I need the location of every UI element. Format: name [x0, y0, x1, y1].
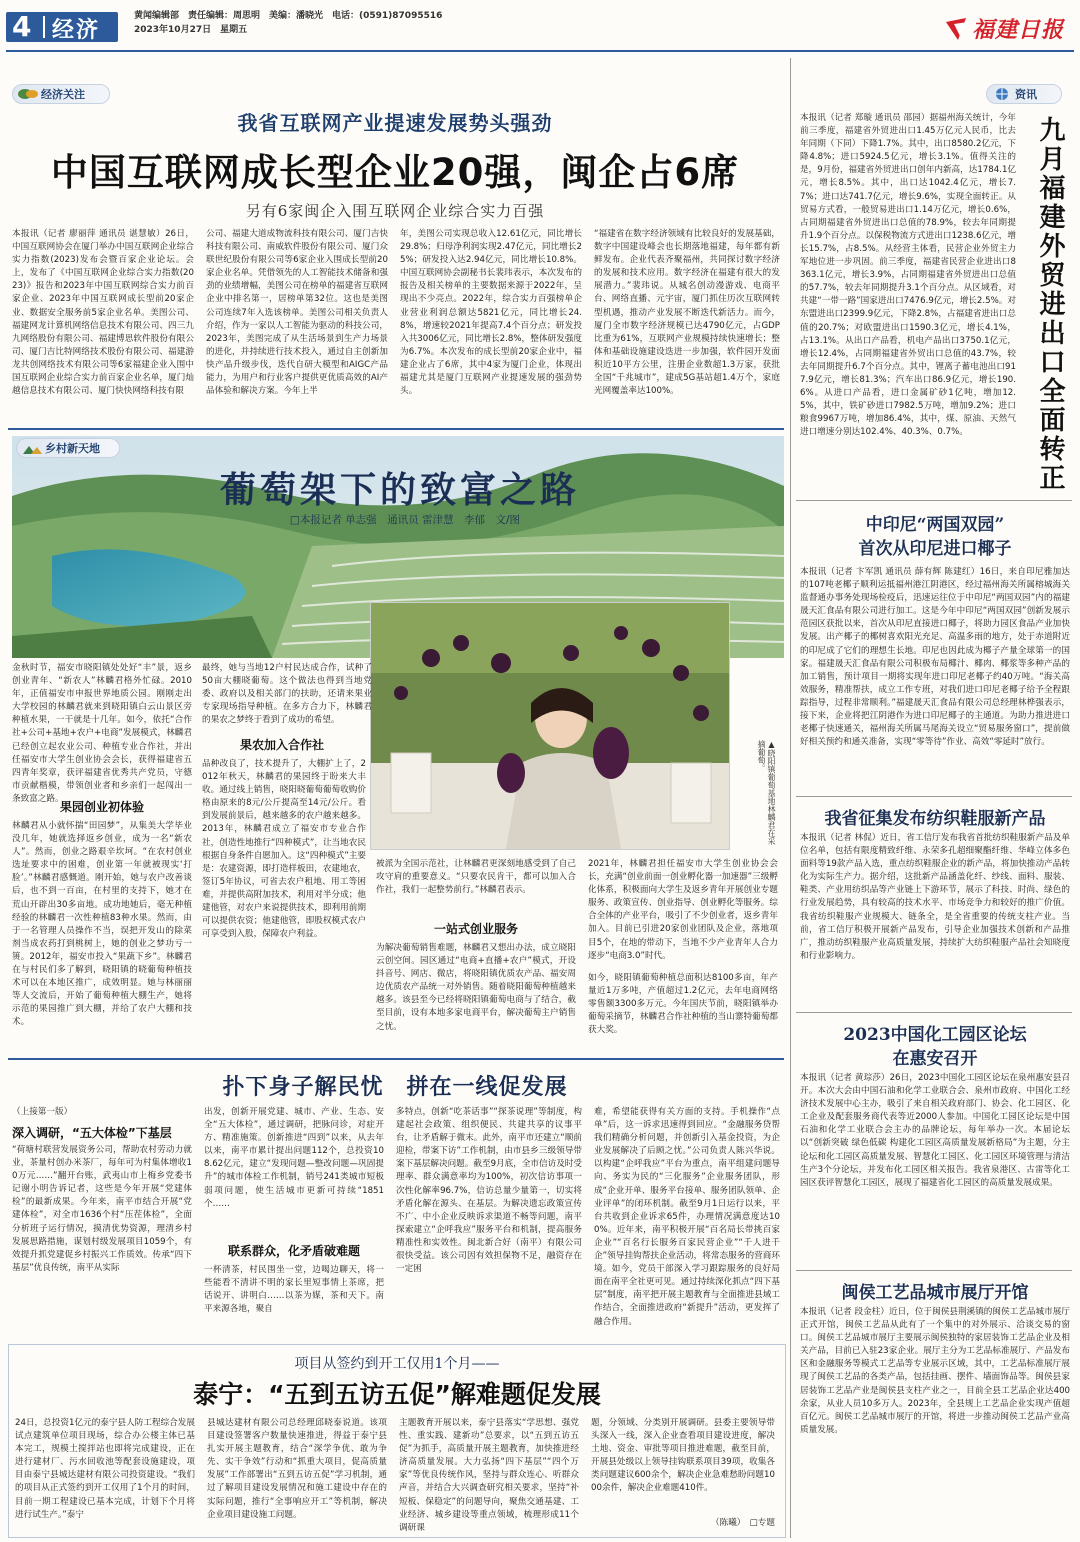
feature-col-3a: 被派为全国示范社，让林麟君更深刻地感受到了自己攻守肩的重要意义。“只要农民肯干，都可以加入合作社，我们一起整势前行。”林麟君表示。 — [376, 859, 576, 896]
promote-col-4: 难，希望能获得有关方面的支持。手机操作“点单”后，这一诉求迅速得到回应。“金融服务贷帮我们精确分析问题，并创新引入基金投资，为企业发展解决了后顾之忧。”公司负责人陈兴华说。以构建“企呼我应”平台为重点，南平组建问题导向、务实为民的“三化服务”企业服务团队，形成“企业开单、服务平台接单、服务团队领单、企业评单”的闭环机制。截至9月1日运行以来，平台共收到企业诉求65件，办理情况满意度达100%。近年来，南平积极开展“百名局长带挑百家企业”“百名行长服务百家民营企业”“千人进千企”领导挂钩帮扶企业活动，将常态服务的营商环境。如今，党员干部深入学习跟踪服务的良好局面在南平全社更可见。通过持续深化抓点“四下基层”制度，南平把开展主题教育与全面推进县域工作结合，全面推进政府“新提升”活动，更发挥了融合作用。 — [594, 1107, 780, 1327]
section-tag-label: 经济关注 — [41, 88, 85, 101]
taining-box — [8, 1344, 786, 1538]
craft-headline: 闽侯工艺品城市展厅开馆 — [841, 1283, 1029, 1303]
taining-kicker: 项目从签约到开工仅用1个月—— — [294, 1356, 500, 1372]
feature-col-1a: 金秋时节，福安市晓阳镇处处好“丰”景，返乡创业青年、“新农人”林麟君格外忙碌。2010年，正值福安市申报世界地质公园。刚刚走出大学校园的林麟君就来到晓阳镇白云山景区旁种植水果，一干就是十几年。如今，依托“合作社+公司+基地+农户+电商”发展模式，林麟君已经创立起农业公司、种植专业合作社，并出任福安市大学生创业协会会长，获得福建省五四青年奖章，获评福建省优秀共产党员，守德市贡献楷模，带领创业者和乡亲们一起闯出一条致富之路。 — [12, 663, 192, 804]
textile-text: 本报讯（记者 林侃）近日，省工信厅发布我省首批纺织鞋服新产品及单位名单，包括有限度精致纤维、永荣多孔超细聚酯纤维、华峰立体多色面料等19款产品入选，重点纺织鞋服企业的新产品，将加快推动产品转化为实际生产力。据介绍，这批新产品涵盖化纤、纱线、面料、服装、鞋类、产业用纺织品等产业链上下游环节，展示了科技、时尚、绿色的行业发展趋势，具有较高的技术水平、市场竞争力和较好的推广价值。我省纺织鞋服产业规模大、链条全，是全省重要的传统支柱产业。当前，省工信厅积极开展新产品发布，引导企业加强技术创新和产品推广，推动纺织鞋服产业高质量发展，持续扩大纺织鞋服产品社会知晓度和行业影响力。 — [800, 833, 1070, 961]
promote-col-2b: 一杯清茶，村民围坐一堂，边喝边聊天，将一些能看不清讲不明的家长里短事情上茶席，把话说开、讲明白……以茶为媒，茶和天下。南平来源各地，聚自 — [204, 1265, 384, 1315]
promote-continued: （上接第一版） — [12, 1107, 73, 1117]
feature-col-1b: 林麟君从小就怀揣“田园梦”，从集美大学毕业没几年，她就选择返乡创业，成为一名“新农人”。然而，创业之路艰辛坎坷。“在农村创业选址要求中的困难，创业第一年就被现实‘打脸’。”林麟君感慨道。刚开始，她与农户改善谈后，也不到一百亩，在村里的支持下，她才在荒山开辟出30多亩地。成功地她后，毫无种植经验的林麟君一次性种植83种水果。然而，由于一名管理人员操作不当，误把开发山的除菜剂当成农药打到桃树上，她的创业之梦功亏一篑。2012年，福安市投入“果蔬下乡”。林麟君在与村民们多了解到，晓阳镇的晓葡萄种植技术可以在本地区推广，成效明显。她与林丽丽等人交流后，开始了葡萄种植大棚生产，她将示范的果园推广到大棚，并给了农户大棚和技术。 — [12, 821, 192, 1028]
feature-byline: □本报记者 单志强 通讯员 雷津慧 李郁 文/图 — [289, 514, 521, 526]
page-number: 4 — [12, 10, 32, 43]
coconut-headline-2: 首次从印尼进口椰子 — [858, 539, 1012, 559]
newspaper-logo — [944, 14, 1070, 42]
photo-caption: ▲晓阳镇葡萄基地林麟君在采摘葡萄。 — [757, 740, 776, 845]
section-tag-economy — [12, 84, 110, 104]
lead-divider — [8, 428, 784, 430]
feature-col-2a: 最终，她与当地12户村民达成合作，试种了50亩大棚晓葡萄。这个做法也得到当地党委、政府以及相关部门的扶助，还请来果业专家现场指导种植。在多方合力下，林麟君的果农之梦终于看到了成功的希望。 — [202, 663, 372, 726]
feature-divider — [8, 1058, 784, 1060]
taining-col-3: 主题教育开展以来，泰宁县落实“学思想、强党性、重实践、建新功”总要求，以“五到五访五促”为抓手，高质量开展主题教育，加快推进经济高质量发展。大力弘扬“四下基层”“四个万家”等优良传统作风，坚持与群众连心、听群众声音，并结合大兴调查研究相关要求，坚持“补短板、保稳定”的问题导向，聚焦交通基建、工业经济、城乡建设等重点领域，梳理形成11个调研课 — [399, 1418, 579, 1533]
coconut-headline-1: 中印尼“两国双园” — [865, 515, 1005, 535]
masthead-rule — [6, 50, 1074, 52]
masthead — [0, 0, 1080, 50]
trade-headline: 九月福建外贸进出口全面转正 — [1035, 116, 1065, 493]
promote-subhead-2: 联系群众，化矛盾破难题 — [227, 1244, 360, 1258]
lead-col-4: “福建省在数字经济领域有比较良好的发展基础，数字中国建设峰会也长期落地福建，每年都有新鲜发布。企业代表齐聚福州，共同探讨数字经济的发展和技术应用。数字经济在福建有很大的发展潜力。”裴玮说。从城名创动漫游戏、电商平台、网络直播、元宇宙，厦门抓住历次互联网转型机遇，推动产业发展不断迭代新活力。而今，厦门全市数字经济规模已达4790亿元，占GDP比重为61%，互联网产业规模持续快速增长；整体和基础设施建设迭进一步加强，软件园开发面积近10平方公里，注册企业数超1.3万家，获批全国“千兆城市”，建成5G基站超1.4万个，家庭光网覆盖率达100%。 — [594, 229, 780, 397]
logo-text: 福建日报 — [972, 17, 1065, 43]
promote-col-1: “荷塘村联营发展资务公司，帮助农村劳动力就业，茶量村创办米茶厂，每年可为村集体增收10万元……”翻开台账，武夷山市上梅乡党委书记谢小明告诉记者，这些是今年开展“党建体检”的最新成果。今年来，南平市结合开展“党建体检”，对全市1636个村“压茬体检”，全面分析班子运行情况，摸清优势资源，理清乡村发展思路措施，谋划村级发展项目1059个，有效提升抓党建促乡村振兴工作质效。传承“四下基层”优良传统，南平从实际 — [12, 1145, 192, 1273]
lead-col-1: 本报讯（记者 廖丽萍 通讯员 谌慧敏）26日，中国互联网协会在厦门举办中国互联网企业综合实力指数(2023)发布会暨百家企业论坛。会上，发布了《中国互联网企业综合实力指数(2023)》报告和2023年中国互联网综合实力前百家企业、2023年中国互联网成长型前20家企业、数据安全服务前5家企业名单。美图公司、福建网龙计算机网络信息技术有限公司、四三九九网络股份有限公司、福建博思软件股份有限公司、厦门吉比特网络技术股份有限公司、福建游龙共创网络技术有限公司等6家福建企业入围中国互联网企业综合实力前百家企业名单，厦门灿越信息技术有限公司、厦门快快网络科技有限 — [12, 229, 194, 397]
feature-subhead-3: 一站式创业服务 — [433, 922, 518, 936]
craft-text: 本报讯（记者 段金柱）近日，位于闽侯县荆溪镇的闽侯工艺品城市展厅正式开馆，闽侯工艺品从此有了一个集中的对外展示、洽谈交易的窗口。闽侯工艺品城市展厅主要展示闽侯独特的家居装饰工艺品企业及相关产品，目前已入驻23家企业。展厅主分为工艺品标准展厅、产品发布区和金融服务等模式工艺品等专业展示区域，其中，工艺品标准展厅展现了闽侯工艺品的各类产品，包括挂画、摆件、墙面饰品等。闽侯县家居装饰工艺品产业是闽侯县支柱产业之一，目前全县工艺品企业达400余家，从业人员10多万人。2023年，全县规上工艺品企业实现产值超百亿元。闽侯工艺品城市展厅的开馆，将进一步推动闽侯工艺品产业高质量发展。 — [800, 1307, 1070, 1435]
promote-col-2: 出发，创新开展党建、城市、产业、生态、安全“五大体检”，通过调研，把脉问诊，对症开方、精准施策。创新推进“四到”以来，从去年以来，南平市累计提出问题112个，总投资108.62亿元，建立“发现问题—整改问题—巩固提升”的城市体检工作机制，销号241类城市短板弱项问题，使生活城市更新可持续“1851个…… — [204, 1107, 384, 1209]
taining-col-2: 县城达建材有限公司总经理邱晓泰说道。该项目建设签署客户数量快速推进，得益于泰宁县扎实开展主题教育，结合“深学争优、敢为争先、实干争效”行动和“抓重大项目，促高质量发展”工作部署出“五到五访五促”学习机制，通过了解项目建设发展情况和施工建设中存在的实际问题，推行“全事响应开工”等机制，解决企业项目建设施工问题。 — [207, 1418, 387, 1520]
coconut-text: 本报讯（记者 卞军凯 通讯员 薛有辉 陈建红）16日，来自印尼雅加达的107吨老椰子顺利运抵福州港江阴港区，经过福州海关所属榕城海关监督通办事务处现场检疫后，迅速运往位于中印尼“两国双园”内的福建晟天汇食品有限公司进行加工。这是今年中印尼“两国双园”创新发展示范园区获批以来，首次从印尼直接进口椰子，将助力园区食品产业加快发展。出产椰子的椰树喜欢阳光充足、高温多雨的地方，处于赤道附近的印尼成了它们的理想生长地。印尼也因此成为椰子产量全球第一的国家。福建晟天汇食品有限公司积极布局椰汁、椰肉、椰浆等多种产品的加工销售，预计项目一期将实现年进口印尼老椰子约40万吨。“海关高效服务，精准帮扶，成立工作专班，对我们进口印尼老椰子给予全程跟踪指导，过程非常顺利。”福建晟天汇食品有限公司总经理林桦强表示，接下来，企业将把江阴港作为进口印尼椰子的主通道。为助力推进进口老椰子快速通关，福州海关所属马尾海关设立“贸易服务窗口”，提前做好相关预约和通关准备，实现“零等待”作业、高效“零延时”放行。 — [800, 567, 1070, 748]
feature-headline: 葡萄架下的致富之路 — [219, 469, 580, 511]
leaf-icon — [17, 87, 39, 101]
textile-headline: 我省征集发布纺织鞋服新产品 — [824, 809, 1046, 829]
lead-kicker: 我省互联网产业提速发展势头强劲 — [237, 111, 553, 135]
section-tag-label: 资讯 — [1015, 88, 1037, 101]
section-tag-countryside — [16, 438, 120, 458]
editors-line: 黄闻编辑部 责任编辑：周思明 美编：潘晓光 电话：(0591)87095516 — [134, 11, 443, 21]
taining-col-1: 24日，总投资1亿元的泰宁县人防工程综合发展试点建筑单位项目现场，综合办公楼主体已基本完工，规模土搅拌站也即将完成建设，正在进行建材厂、污水回收池等配套设施建设，项目由泰宁县城达建材有限公司投资建设。“我们的项目从正式签约到开工仅用了1个月的时间，目前一期工程建设已基本完成，计划下个月将进行试生产。”泰宁 — [15, 1418, 195, 1520]
taining-col-4: 题，分领域、分类别开展调研。县委主要领导带头深入一线，深入企业查看项目建设进度，解决土地、资金、审批等项目推进难题，截至目前，开展县处级以上领导挂钩联系项目39项，收集各类问题建议600余个，解决企业急难愁盼问题1000余件，解决企业难题410件。 — [591, 1418, 775, 1494]
section-name: 经济 — [52, 18, 101, 43]
taining-credit: （陈曦） □专题 — [711, 1518, 775, 1528]
lead-subtitle: 另有6家闽企入围互联网企业综合实力百强 — [245, 202, 545, 220]
feature-col-3b: 为解决葡萄销售难题，林麟君又想出办法，成立晓阳云创空间。园区通过“电商+直播+农户”模式，开设抖音号、网店、微店，将晓阳镇优质农产品、福安周边优质农产品统一对外销售。随着晓阳葡萄种植越来越多。该县至今已经将晓阳镇葡萄电商与了结合，截至目前，设有本地多家电商平台，解决葡萄主户销售之忧。 — [376, 943, 576, 1032]
feature-col-2b: 品种改良了，技术提升了，大棚扩上了，2012年秋天，林麟君的果园终于盼来大丰收。通过线上销售，晓阳晓葡萄葡萄收购价格由原来的8元/公斤提高至14元/公斤。看到发展前景后，越来越多的农户越来越多。2013年，林麟君成立了福安市专业合作社，创造性地推行“四种模式”，让当地农民根据自身条件自愿加入。这“四种模式”主要是：农建资源，即打造样板田，农建地农，签订5年协议，可省去农户租地、用工等困难，并提供高附加技术，利用对半分成；他建他管，对农户来说提供技术，即利用前期可以提供农资；他建他管，即股权模式农户可享受到入股，保障农户利益。 — [202, 759, 366, 940]
rail-divider-4 — [796, 1270, 1072, 1271]
globe-icon — [991, 87, 1013, 101]
promote-headline: 扑下身子解民忧 拼在一线促发展 — [222, 1074, 568, 1100]
feature-subhead-1: 果园创业初体验 — [59, 800, 144, 814]
chem-headline-2: 在惠安召开 — [892, 1049, 978, 1069]
chem-headline-1: 2023中国化工园区论坛 — [843, 1025, 1027, 1045]
village-icon — [21, 441, 43, 455]
promote-subhead-1: 深入调研，“五大体检”下基层 — [12, 1126, 172, 1140]
lead-headline: 中国互联网成长型企业20强，闽企占6席 — [50, 151, 740, 194]
taining-headline: 泰宁：“五到五访五促”解难题促发展 — [193, 1380, 601, 1409]
feature-col-4a: 2021年，林麟君担任福安市大学生创业协会会长，充满“创业前面一创业孵化器一加速器”三级孵化体系，积极面向大学生及返乡青年开展创业专题服务、政策宣传、创业指导、创业孵化等服务。综合全体的产业平台，吸引了不少创业者，返乡青年加入。目前已引进20家创业团队及企业，落地项目5个，在地的带动下，当地不少产业青年人合力逐步“电商3.0”时代。 — [588, 859, 778, 961]
feature-subhead-2: 果农加入合作社 — [239, 738, 324, 752]
chem-text: 本报讯（记者 黄琮莎）26日，2023中国化工园区论坛在泉州惠安县召开。本次大会由中国石油和化学工业联合会、泉州市政府、中国化工经济技术发展中心主办，吸引了来自相关政府部门、协会、化工园区、化工企业及配套服务商代表等近2000人参加。中国化工园区论坛是中国石油和化学工业联合会主办的品牌论坛，每年举办一次。本届论坛以“创新突破 绿色低碳 构建化工园区高质量发展新格局”为主题，分主论坛和化工园区高质量发展、智慧化工园区、化工园区环境管理与清洁生产3个分论坛，并发布化工园区相关报告。我省泉港区、古雷等化工园区获评智慧化工园区，展现了福建省化工园区的高质量发展成果。 — [800, 1073, 1070, 1188]
issue-date: 2023年10月27日 星期五 — [134, 25, 248, 35]
rail-divider-1 — [796, 500, 1072, 501]
rail-divider-3 — [796, 1012, 1072, 1013]
trade-text: 本报讯（记者 郑璇 通讯员 邵园）据福州海关统计，今年前三季度，福建省外贸进出口1.45万亿元人民币，比去年同期（下同）下降1.7%。其中，出口8580.2亿元，下降4.8%；进口5924.5亿元，增长3.1%。值得关注的是，9月份，福建省外贸进出口创年内新高，达1784.1亿元，增长8.5%。其中，出口达1042.4亿元，增长7.7%；进口达741.7亿元，增长9.6%，实现全面转正。从贸易方式看，一般贸易进出口1.14万亿元，增长0.6%，占同期福建省外贸进出口总值的78.9%，较去年同期提升1.9个百分点。以保税物流方式进出口1238.6亿元，增长15.7%，占8.5%。从经营主体看，民营企业外贸主力军地位进一步巩固。前三季度，福建省民营企业进出口8363.1亿元，增长3.9%，占同期福建省外贸进出口总值的57.7%，较去年同期提升3.1个百分点。从区域看，对共建“一带一路”国家进出口7476.9亿元，增长2.5%。对东盟进出口2399.9亿元，下降2.8%，占福建省进出口总值的20.7%；对欧盟进出口1590.3亿元，增长4.1%，占13.1%。从出口产品看，机电产品出口3750.1亿元，增长12.4%，占同期福建省外贸出口总值的43.7%，较去年同期提升6.7个百分点。其中，锂离子蓄电池出口917.9亿元，增长81.3%；汽车出口86.9亿元，增长190.6%。从进口产品看，进口金属矿砂1亿吨，增加12.5%，其中，铁矿砂进口7982.5万吨，增加9.2%；进口粮食9967万吨，增加86.4%，其中，煤、原油、天然气进口增速分别达102.4%、40.3%、0.7%。 — [800, 113, 1017, 438]
section-tag-label: 乡村新天地 — [45, 442, 100, 455]
lead-col-2: 公司、福建大道成物流科技有限公司、厦门吉快科技有限公司、南威软件股份有限公司、厦门众联世纪股份有限公司等6家企业入围成长型前20家企业名单。凭借领先的人工智能技术储备和强劲的业绩增幅，美图公司在榜单的福建省互联网企业中排名第一，居榜单第32位。这也是美图公司连续7年入选该榜单。美图公司相关负责人介绍，作为一家以人工智能为驱动的科技公司，2023年，美图完成了从生活场景到生产力场景的进化，并持续进行技术投入，通过自主创新加快产品升级步伐，迭代自研大模型和AIGC产品能力，为用户和行业客户提供更优质高效的AI产品体验和解决方案。今年上半 — [206, 229, 388, 397]
right-rail-divider — [790, 58, 791, 1538]
lead-col-3: 年，美图公司实现总收入12.61亿元，同比增长29.8%；归母净利润实现2.47亿元，同比增长25%；研发投入达2.94亿元，同比增长10.8%。中国互联网协会副秘书长裴玮表示，本次发布的报告及相关榜单的主要数据来源于2022年，呈现出不少亮点。2022年，综合实力百强榜单企业营业利润总额达5821亿元，同比增长24.8%，增速较2021年提高7.4个百分点；研发投入共3006亿元，同比增长2.8%，整体研发强度为6.7%。本次发布的成长型前20家企业中，福建企业占了6席，其中4家为厦门企业，体现出福建尤其是厦门互联网产业提速发展的强劲势头。 — [400, 229, 582, 397]
grape-harvest-image — [371, 603, 729, 849]
badge-divider — [43, 16, 45, 38]
promote-col-3: 多特点，创新“吃茶话事”“探茶说理”等制度，构建起社会政策、组织便民、共建共享的议事平台，让矛盾解于微末。此外，南平市还建立“顺前迎检，带案下访”工作机制，由市县乡三级领导带案下基层解决问题。截至9月底，全市信访及时受理率、群众满意率均为100%，初次信访事项一次性化解率96.7%，信访总量少量第一，切实将矛盾化解在源头、在基层。为解决遗忘政策宣传不广、中小企业反映诉求渠道不畅等问题，南平探索建立“企呼我应”服务平台和机制，提高服务精准性和实效性。闽北新合好（南平）有限公司很快受益。该公司因有效担保物不足，融资存在一定困 — [396, 1107, 582, 1275]
section-tag-news — [986, 84, 1062, 104]
rail-divider-2 — [796, 796, 1072, 797]
feature-col-4b: 如今，晓阳镇葡萄种植总面积达8100多亩，年产量近1万多吨，产值超过1.2亿元，去年电商网络零售额3300多万元。今年国庆节前，晓阳镇举办葡萄采摘节，林麟君合作社种植的当山寨特葡萄都获大奖。 — [588, 973, 778, 1036]
feature-photo-farmer — [370, 602, 730, 850]
